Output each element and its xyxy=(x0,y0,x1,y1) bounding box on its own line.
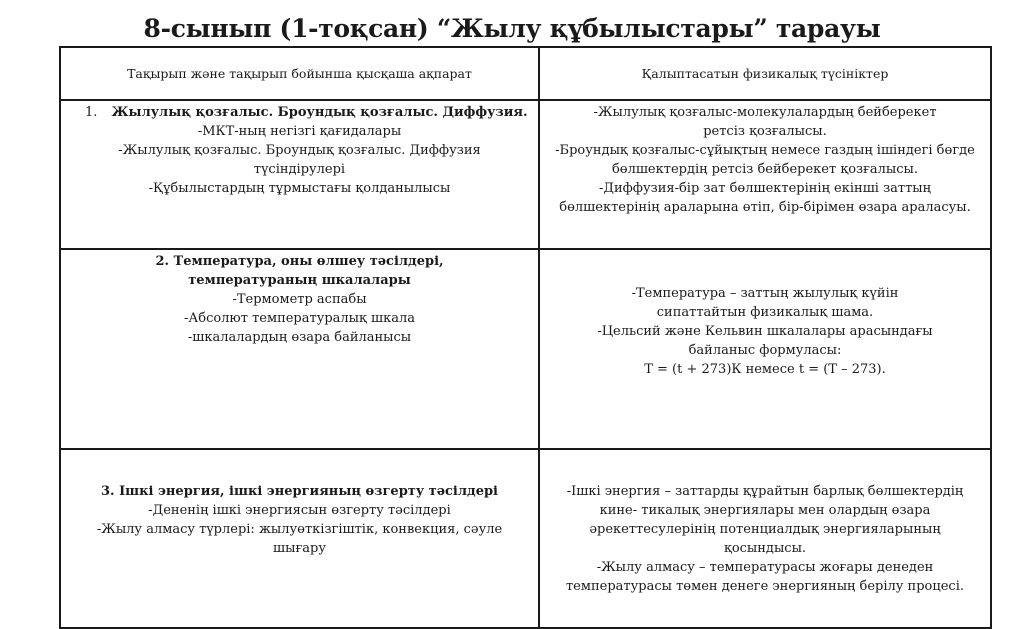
topic-line: -Жылулық қозғалыс. Броундық қозғалыс. Диффузия түсіндірулері xyxy=(118,143,481,177)
topic-line: -МКТ-ның негізгі қағидалары xyxy=(197,124,402,139)
table-row xyxy=(60,100,991,249)
concept-cell xyxy=(539,249,991,449)
concept-cell xyxy=(539,100,991,249)
topic-line: -Термометр аспабы xyxy=(232,292,367,307)
formula-line: Т = (t + 273)К немесе t = (T – 273). xyxy=(644,362,886,377)
concept-line: -Жылу алмасу – температурасы жоғары денеден температурасы төмен денеге энергияның берілу процесі. xyxy=(565,559,964,594)
table-row xyxy=(60,449,991,628)
concept-line: -Диффузия-бір зат бөлшектерінің екінші заттың бөлшектерінің араларына өтіп, бір-бірімен өзара араласуы. xyxy=(559,181,971,215)
topic-cell xyxy=(60,249,539,449)
column-header-topic: Тақырып және тақырып бойынша қысқаша ақпарат xyxy=(60,47,539,100)
topic-heading: 2. Температура, оны өлшеу тәсілдері, температураның шкалалары xyxy=(155,254,444,288)
column-header-concepts: Қалыптасатын физикалық түсініктер xyxy=(539,47,991,100)
concept-cell xyxy=(539,449,991,628)
topic-table xyxy=(59,46,992,629)
topic-line: -Жылу алмасу түрлері: жылуөткізгіштік, конвекция, сәуле шығару xyxy=(96,522,503,556)
topic-line: -Абсолют температуралық шкала xyxy=(184,311,415,326)
concept-line: -Цельсий және Кельвин шкалалары арасындағы байланыс формуласы: xyxy=(597,324,933,358)
concept-line: -Броундық қозғалыс-сұйықтың немесе газдың ішіндегі бөгде бөлшектердің ретсіз бейберекет қозғалысы. xyxy=(555,143,975,177)
list-number: 1. xyxy=(85,105,98,120)
concept-line: -Ішкі энергия – заттарды құрайтын барлық бөлшектердің кине- тикалық энергиялары мен олардың өзара әрекеттесулерінің потенциалдық энергияларының қосындысы. xyxy=(566,483,964,556)
topic-line: -Құбылыстардың тұрмыстағы қолданылысы xyxy=(148,181,451,196)
topic-heading: Жылулық қозғалыс. Броундық қозғалыс. Диффузия. xyxy=(111,105,528,120)
page-title: 8-сынып (1-тоқсан) “Жылу құбылыстары” тарауы xyxy=(143,14,881,43)
table-header-row xyxy=(60,47,991,100)
numbered-heading xyxy=(71,103,528,122)
table-row xyxy=(60,249,991,449)
concept-line: -Температура – заттың жылулық күйін сипаттайтын физикалық шама. xyxy=(631,286,899,320)
topic-line: -шкалалардың өзара байланысы xyxy=(187,330,412,345)
topic-cell xyxy=(60,449,539,628)
topic-heading: 3. Ішкі энергия, ішкі энергияның өзгерту тәсілдері xyxy=(100,484,498,499)
topic-line: -Дененің ішкі энергиясын өзгерту тәсілдері xyxy=(148,503,451,518)
concept-line: -Жылулық қозғалыс-молекулалардың бейберекет ретсіз қозғалысы. xyxy=(593,105,937,139)
topic-cell xyxy=(60,100,539,249)
